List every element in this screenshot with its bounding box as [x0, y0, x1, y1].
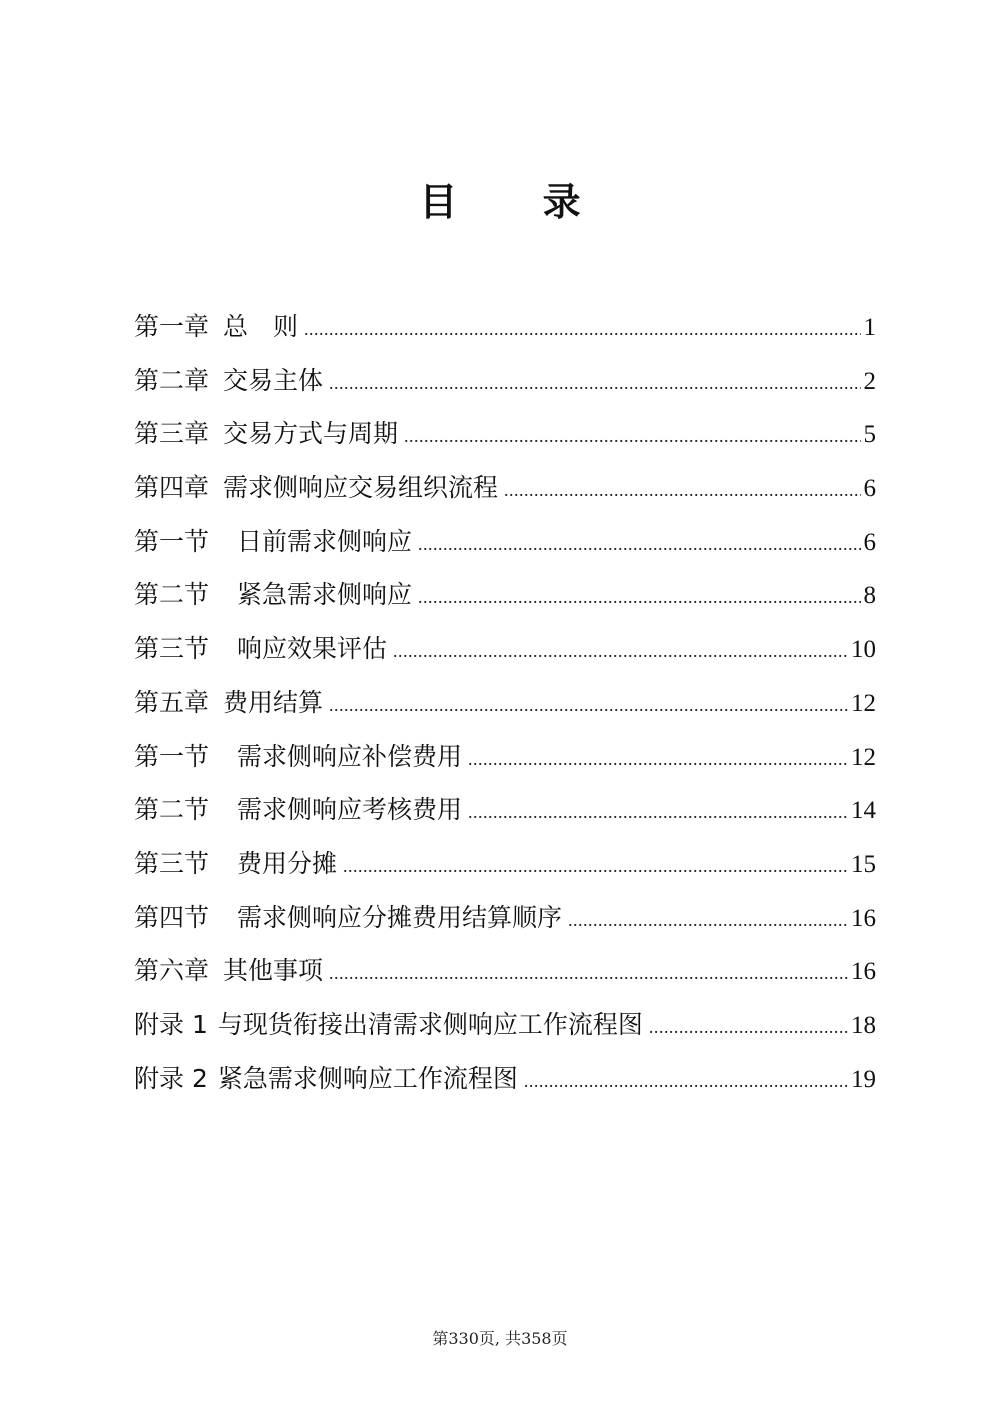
toc-entry-chapter-2[interactable] [134, 354, 876, 408]
toc-page-number: 18 [851, 1011, 876, 1039]
toc-page-number: 10 [851, 636, 876, 664]
toc-entry-prefix: 第二章 [134, 365, 210, 395]
toc-entry-label [134, 407, 398, 461]
toc-page-number: 6 [863, 475, 876, 503]
toc-entry-label [134, 998, 643, 1052]
toc-entry-appendix-2[interactable] [134, 1052, 876, 1106]
toc-entry-prefix: 第一节 [134, 526, 210, 556]
toc-entry-label [134, 461, 498, 515]
table-of-contents [134, 300, 876, 1105]
toc-entry-label [134, 783, 462, 837]
page-title: 目 录 [419, 179, 617, 224]
toc-entry-text: 交易主体 [223, 365, 324, 395]
toc-entry-chapter-5-section-1[interactable] [134, 730, 876, 784]
toc-dot-leader [329, 357, 860, 411]
toc-entry-label [134, 568, 412, 622]
toc-page-number: 1 [863, 314, 876, 341]
toc-entry-text: 需求侧响应交易组织流程 [223, 473, 499, 503]
toc-entry-prefix: 第三节 [134, 848, 210, 878]
toc-entry-chapter-5-section-2[interactable] [134, 783, 876, 837]
toc-entry-prefix: 第四章 [134, 473, 210, 503]
toc-page-number: 5 [863, 421, 876, 449]
toc-page-number: 14 [851, 797, 876, 825]
toc-page-number: 16 [851, 958, 876, 986]
toc-entry-chapter-4[interactable] [134, 461, 876, 515]
toc-entry-text: 紧急需求侧响应工作流程图 [217, 1063, 518, 1093]
toc-dot-leader [418, 518, 860, 572]
toc-entry-chapter-5[interactable] [134, 676, 876, 730]
toc-page-number: 2 [863, 367, 876, 395]
toc-entry-label [134, 730, 462, 784]
toc-entry-prefix: 第六章 [134, 956, 210, 986]
toc-entry-chapter-3[interactable] [134, 407, 876, 461]
toc-dot-leader [504, 464, 860, 518]
toc-entry-appendix-1[interactable] [134, 998, 876, 1052]
toc-entry-chapter-4-section-3[interactable] [134, 622, 876, 676]
toc-entry-chapter-5-section-3[interactable] [134, 837, 876, 891]
toc-page-number: 8 [863, 582, 876, 610]
toc-dot-leader [568, 894, 848, 948]
toc-page-number: 19 [851, 1065, 876, 1093]
toc-entry-text: 紧急需求侧响应 [237, 580, 413, 610]
toc-entry-label [134, 944, 323, 998]
toc-dot-leader [329, 679, 848, 733]
toc-dot-leader [304, 303, 860, 357]
toc-entry-prefix: 附录 2 [134, 1063, 208, 1093]
toc-entry-prefix: 第四节 [134, 902, 210, 932]
toc-entry-text: 需求侧响应分摊费用结算顺序 [237, 902, 563, 932]
toc-entry-prefix: 第一章 [134, 312, 210, 341]
toc-entry-text: 响应效果评估 [237, 634, 388, 664]
toc-entry-text: 交易方式与周期 [223, 419, 399, 449]
toc-page-number: 16 [851, 904, 876, 932]
toc-entry-prefix: 第二节 [134, 580, 210, 610]
toc-entry-text: 费用分摊 [237, 848, 338, 878]
toc-entry-text: 需求侧响应考核费用 [237, 795, 463, 825]
toc-entry-chapter-4-section-2[interactable] [134, 568, 876, 622]
toc-entry-prefix: 第一节 [134, 741, 210, 771]
toc-entry-prefix: 附录 1 [134, 1009, 208, 1039]
toc-entry-label [134, 837, 337, 891]
toc-dot-leader [418, 571, 860, 625]
toc-entry-chapter-6[interactable] [134, 944, 876, 998]
toc-entry-prefix: 第三节 [134, 634, 210, 664]
toc-dot-leader [393, 625, 848, 679]
toc-entry-chapter-4-section-1[interactable] [134, 515, 876, 569]
toc-entry-prefix: 第三章 [134, 419, 210, 449]
toc-page-number: 12 [851, 743, 876, 771]
toc-page-number: 15 [851, 850, 876, 878]
toc-entry-label [134, 515, 412, 569]
toc-dot-leader [649, 1001, 848, 1055]
toc-entry-label [134, 1052, 518, 1106]
toc-entry-text: 日前需求侧响应 [237, 526, 413, 556]
toc-entry-text: 总 则 [223, 312, 299, 341]
toc-dot-leader [329, 947, 848, 1001]
toc-dot-leader [468, 733, 848, 787]
toc-dot-leader [343, 840, 848, 894]
toc-entry-label [134, 676, 323, 730]
toc-entry-label [134, 300, 298, 354]
toc-entry-label [134, 354, 323, 408]
toc-dot-leader [524, 1055, 848, 1109]
toc-entry-text: 与现货衔接出清需求侧响应工作流程图 [217, 1009, 643, 1039]
toc-entry-label [134, 891, 562, 945]
toc-entry-text: 费用结算 [223, 687, 324, 717]
toc-entry-chapter-5-section-4[interactable] [134, 891, 876, 945]
toc-entry-prefix: 第二节 [134, 795, 210, 825]
toc-page-number: 12 [851, 689, 876, 717]
toc-entry-prefix: 第五章 [134, 687, 210, 717]
toc-dot-leader [404, 410, 860, 464]
toc-dot-leader [468, 786, 848, 840]
page-footer: 第330页, 共358页 [432, 1329, 568, 1348]
toc-entry-label [134, 622, 387, 676]
toc-entry-text: 其他事项 [223, 956, 324, 986]
toc-page-number: 6 [863, 528, 876, 556]
toc-entry-text: 需求侧响应补偿费用 [237, 741, 463, 771]
toc-entry-chapter-1[interactable] [134, 300, 876, 354]
